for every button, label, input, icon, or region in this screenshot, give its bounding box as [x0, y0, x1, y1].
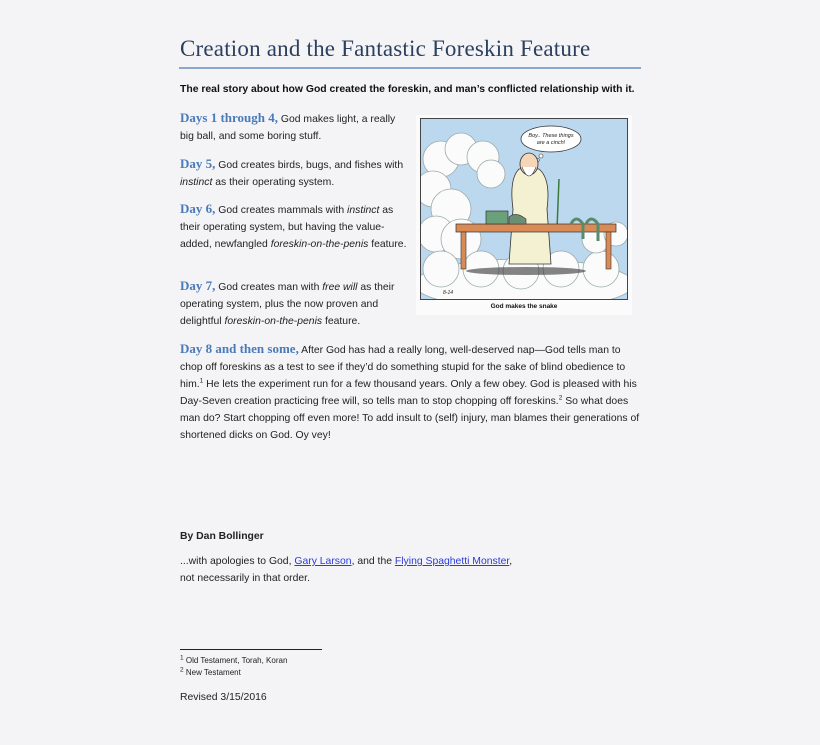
cartoon-illustration-icon [421, 119, 627, 299]
svg-text:are a cinch!: are a cinch! [536, 140, 566, 146]
svg-text:Boy.. These things: Boy.. These things [528, 133, 574, 139]
document-subtitle: The real story about how God created the foreskin, and man’s conflicted relationship with it. [180, 84, 635, 95]
byline: By Dan Bollinger [180, 531, 264, 542]
section-heading: Day 5, [180, 156, 216, 171]
section-day-7: Day 7, God creates man with free will as their operating system, plus the now proven and delightful foreskin-on-the-penis feature. [180, 278, 395, 327]
footnote-ref-1[interactable]: 1 [199, 377, 204, 385]
flying-spaghetti-monster-link[interactable]: Flying Spaghetti Monster [394, 556, 510, 567]
footnote-2: $^2$ New Testament [180, 666, 241, 677]
title-rule [179, 67, 641, 69]
cartoon-caption: God makes the snake [490, 303, 558, 310]
section-heading: Day 7, [180, 278, 216, 293]
gary-larson-link[interactable]: Gary Larson [294, 556, 352, 567]
cartoon-figure [416, 115, 632, 315]
section-day-5: Day 5, God creates birds, bugs, and fishes with instinct as their operating system. [180, 156, 404, 188]
svg-text:8-14: 8-14 [443, 290, 454, 296]
cartoon-panel [420, 118, 628, 300]
document-title: Creation and the Fantastic Foreskin Feature [180, 36, 591, 61]
section-heading: Days 1 through 4, [180, 110, 279, 125]
section-day-6: Day 6, God creates mammals with instinct as their operating system, but having the value-added, newfangled foreskin-on-the-penis feature. [180, 201, 407, 250]
revised-date: Revised 3/15/2016 [180, 692, 267, 703]
apology-text: ...with apologies to God, Gary Larson, and the Flying Spaghetti Monster, not necessarily in that order. [180, 556, 513, 584]
section-heading: Day 6, [180, 201, 216, 216]
footnote-ref-2[interactable]: 2 [558, 394, 563, 402]
footnote-1: $^1$ Old Testament, Torah, Koran [180, 654, 288, 665]
section-day-8: Day 8 and then some, After God has had a really long, well-deserved nap—God tells man to chop off foreskins as a test to see if they’d do something stupid for the sake of blind obedience to him.$^1$ He lets the experiment run for a few thousand years. Only a few obey. God is pleased with his Day-Seven creation practicing free will, so tells man to stop chopping off foreskins.$^2$ So what does man do? Start chopping off even more! To add insult to (self) injury, man blames their generations of shortened dicks on God. Oy vey! [180, 341, 640, 441]
footnote-rule [180, 649, 322, 650]
section-heading: Day 8 and then some, [180, 341, 299, 356]
section-days-1-4: Days 1 through 4, God makes light, a really big ball, and some boring stuff. [180, 110, 396, 142]
